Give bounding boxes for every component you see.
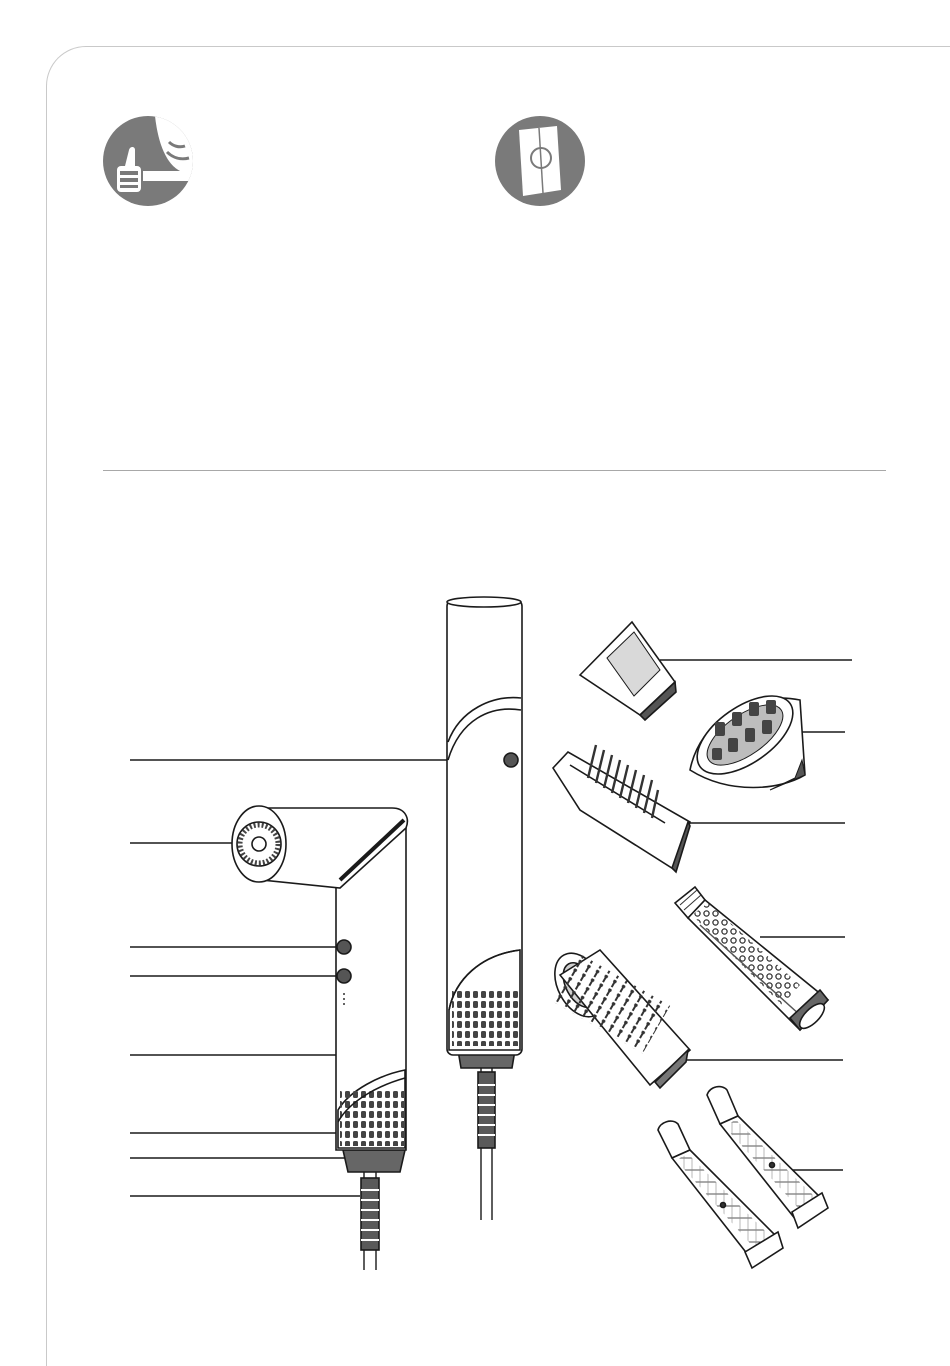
diffuser xyxy=(684,681,806,790)
dryer-side-view xyxy=(232,806,407,1270)
small-round-brush xyxy=(675,887,828,1032)
dryer-front-view xyxy=(447,597,522,1220)
curling-barrels xyxy=(658,1087,828,1268)
straightening-brush xyxy=(553,745,690,872)
large-round-brush xyxy=(545,945,690,1088)
concentrator-nozzle xyxy=(580,622,676,720)
